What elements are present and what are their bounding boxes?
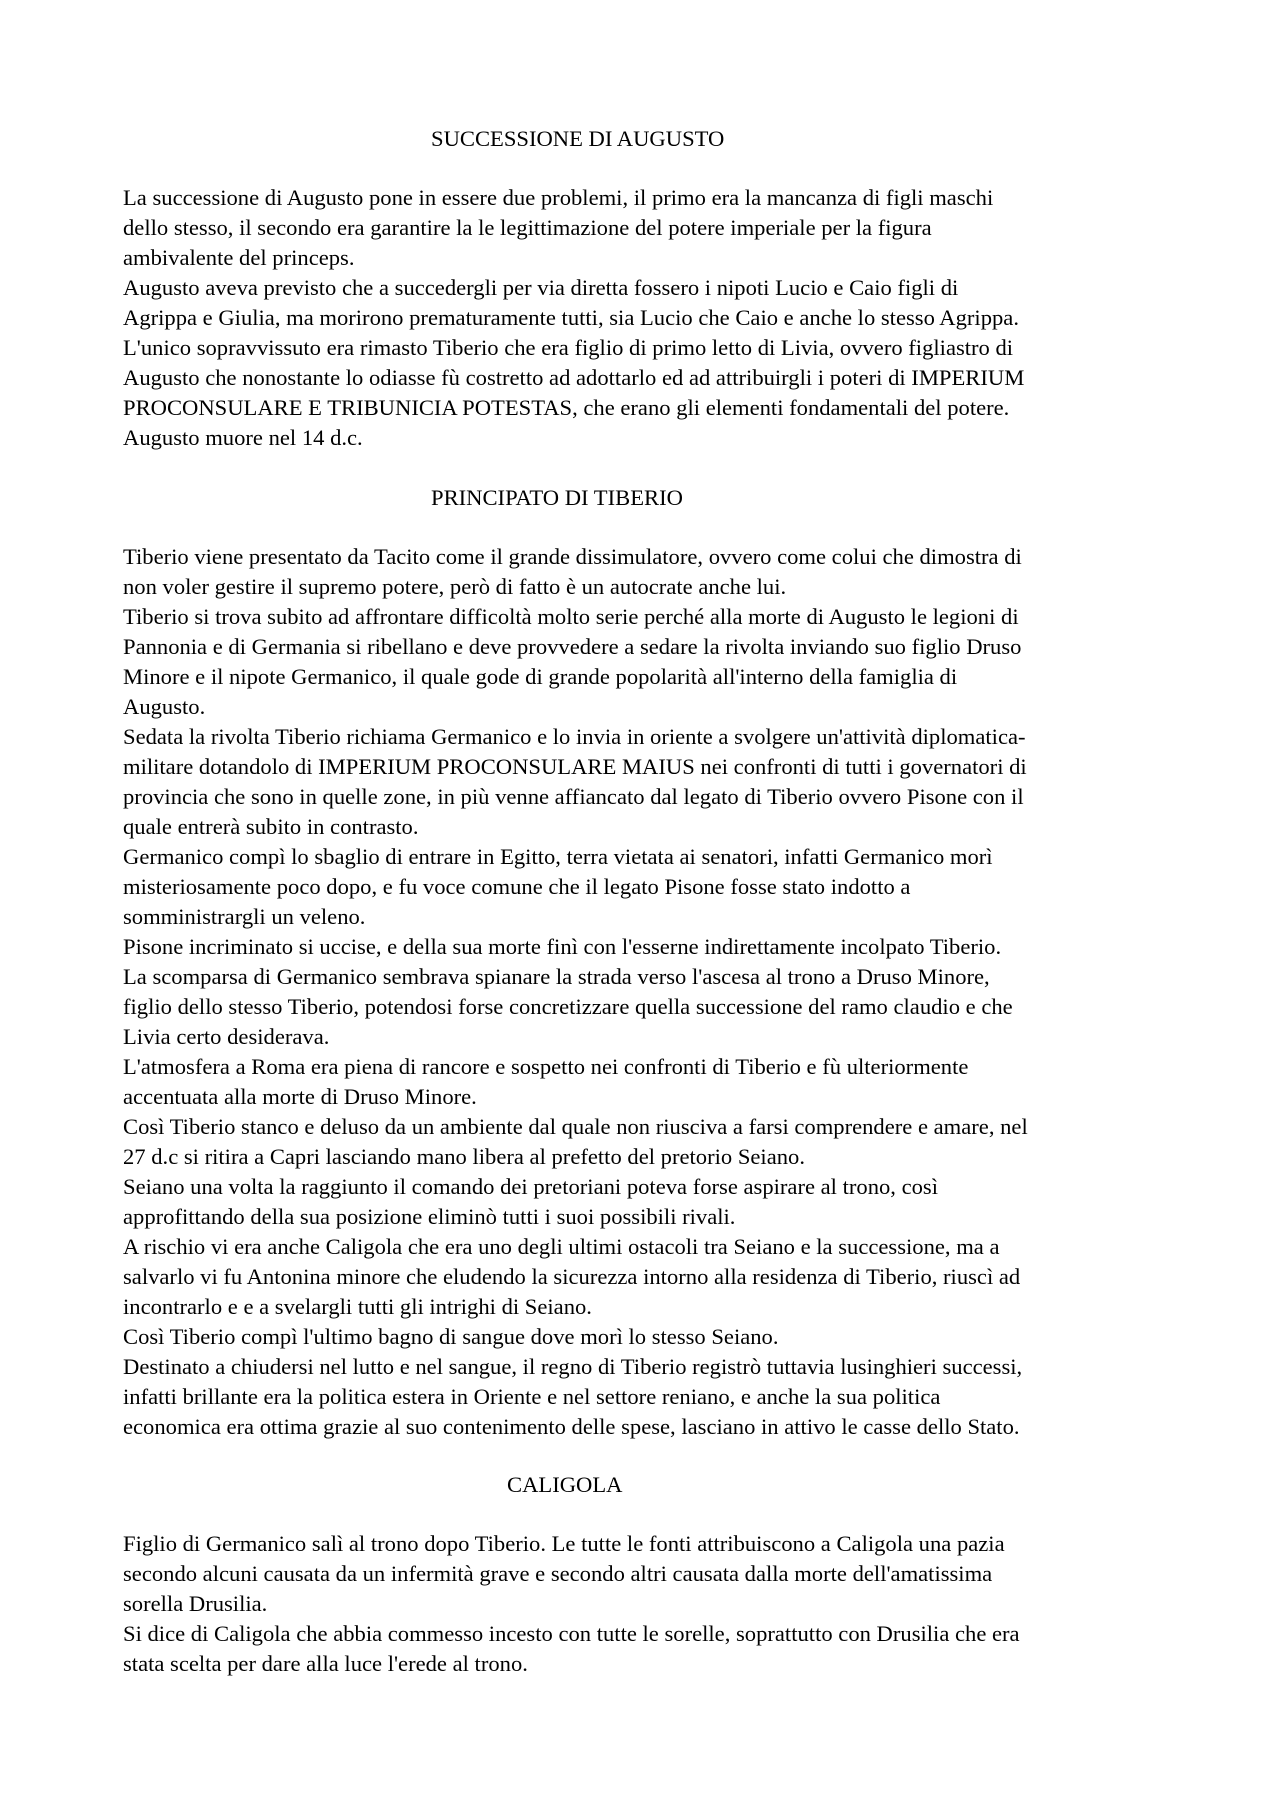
text-line: Seiano una volta la raggiunto il comando dei pretoriani poteva forse aspirare al trono, così: [123, 1174, 938, 1199]
text-line: L'unico sopravvissuto era rimasto Tiberio che era figlio di primo letto di Livia, ovvero figliastro di: [123, 335, 1014, 360]
text-line: Destinato a chiudersi nel lutto e nel sangue, il regno di Tiberio registrò tuttavia lusinghieri successi,: [123, 1354, 1023, 1379]
section-title-principato-di-tiberio: PRINCIPATO DI TIBERIO: [431, 485, 683, 510]
section-body-principato-di-tiberio: [123, 542, 1183, 1442]
text-line: 27 d.c si ritira a Capri lasciando mano libera al prefetto del pretorio Seiano.: [123, 1144, 805, 1169]
text-line: Minore e il nipote Germanico, il quale gode di grande popolarità all'interno della famiglia di: [123, 664, 958, 689]
text-line: Tiberio viene presentato da Tacito come il grande dissimulatore, ovvero come colui che dimostra di: [123, 544, 1022, 569]
text-line: quale entrerà subito in contrasto.: [123, 814, 419, 839]
text-line: non voler gestire il supremo potere, però di fatto è un autocrate anche lui.: [123, 574, 787, 599]
text-line: stata scelta per dare alla luce l'erede al trono.: [123, 1651, 528, 1676]
text-line: Pisone incriminato si uccise, e della sua morte finì con l'esserne indirettamente incolpato Tiberio.: [123, 934, 1002, 959]
text-line: Augusto.: [123, 694, 206, 719]
text-line: provincia che sono in quelle zone, in più venne affiancato dal legato di Tiberio ovvero Pisone con il: [123, 784, 1024, 809]
text-line: A rischio vi era anche Caligola che era uno degli ultimi ostacoli tra Seiano e la successione, ma a: [123, 1234, 1000, 1259]
text-line: Augusto che nonostante lo odiasse fù costretto ad adottarlo ed ad attribuirgli i poteri di IMPERIUM: [123, 365, 1025, 390]
text-line: salvarlo vi fu Antonina minore che eludendo la sicurezza intorno alla residenza di Tiberio, riuscì ad: [123, 1264, 1021, 1289]
section-title-successione-di-augusto: SUCCESSIONE DI AUGUSTO: [431, 126, 725, 151]
text-line: La scomparsa di Germanico sembrava spianare la strada verso l'ascesa al trono a Druso Minore,: [123, 964, 990, 989]
text-line: somministrargli un veleno.: [123, 904, 366, 929]
text-line: misteriosamente poco dopo, e fu voce comune che il legato Pisone fosse stato indotto a: [123, 874, 911, 899]
text-line: Figlio di Germanico salì al trono dopo Tiberio. Le tutte le fonti attribuiscono a Caligola una pazia: [123, 1531, 1005, 1556]
text-line: sorella Drusilia.: [123, 1591, 268, 1616]
text-line: economica era ottima grazie al suo contenimento delle spese, lasciano in attivo le casse dello Stato.: [123, 1414, 1020, 1439]
section-body-successione-di-augusto: [123, 183, 1183, 453]
text-line: secondo alcuni causata da un infermità grave e secondo altri causata dalla morte dell'amatissima: [123, 1561, 993, 1586]
text-line: Livia certo desiderava.: [123, 1024, 330, 1049]
text-line: accentuata alla morte di Druso Minore.: [123, 1084, 477, 1109]
section-body-caligola: [123, 1529, 1183, 1679]
text-line: Così Tiberio stanco e deluso da un ambiente dal quale non riusciva a farsi comprendere e amare, nel: [123, 1114, 1028, 1139]
text-line: Sedata la rivolta Tiberio richiama Germanico e lo invia in oriente a svolgere un'attività diplomatica-: [123, 724, 1026, 749]
text-line: incontrarlo e e a svelargli tutti gli intrighi di Seiano.: [123, 1294, 592, 1319]
text-line: ambivalente del princeps.: [123, 245, 355, 270]
text-line: PROCONSULARE E TRIBUNICIA POTESTAS, che erano gli elementi fondamentali del potere.: [123, 395, 1010, 420]
text-line: L'atmosfera a Roma era piena di rancore e sospetto nei confronti di Tiberio e fù ulteriormente: [123, 1054, 969, 1079]
text-line: figlio dello stesso Tiberio, potendosi forse concretizzare quella successione del ramo claudio e che: [123, 994, 1013, 1019]
text-line: Germanico compì lo sbaglio di entrare in Egitto, terra vietata ai senatori, infatti Germanico morì: [123, 844, 993, 869]
text-line: Così Tiberio compì l'ultimo bagno di sangue dove morì lo stesso Seiano.: [123, 1324, 779, 1349]
text-line: dello stesso, il secondo era garantire la le legittimazione del potere imperiale per la figura: [123, 215, 932, 240]
text-line: Augusto muore nel 14 d.c.: [123, 425, 363, 450]
text-line: Si dice di Caligola che abbia commesso incesto con tutte le sorelle, soprattutto con Drusilia che era: [123, 1621, 1020, 1646]
text-line: approfittando della sua posizione eliminò tutti i suoi possibili rivali.: [123, 1204, 736, 1229]
text-line: Pannonia e di Germania si ribellano e deve provvedere a sedare la rivolta inviando suo figlio Druso: [123, 634, 1022, 659]
section-title-caligola: CALIGOLA: [507, 1472, 623, 1497]
text-line: militare dotandolo di IMPERIUM PROCONSULARE MAIUS nei confronti di tutti i governatori di: [123, 754, 1027, 779]
text-line: Augusto aveva previsto che a succedergli per via diretta fossero i nipoti Lucio e Caio figli di: [123, 275, 959, 300]
text-line: infatti brillante era la politica estera in Oriente e nel settore reniano, e anche la sua politica: [123, 1384, 941, 1409]
text-line: Tiberio si trova subito ad affrontare difficoltà molto serie perché alla morte di Augusto le legioni di: [123, 604, 1019, 629]
text-line: Agrippa e Giulia, ma morirono prematuramente tutti, sia Lucio che Caio e anche lo stesso Agrippa.: [123, 305, 1019, 330]
text-line: La successione di Augusto pone in essere due problemi, il primo era la mancanza di figli maschi: [123, 185, 994, 210]
